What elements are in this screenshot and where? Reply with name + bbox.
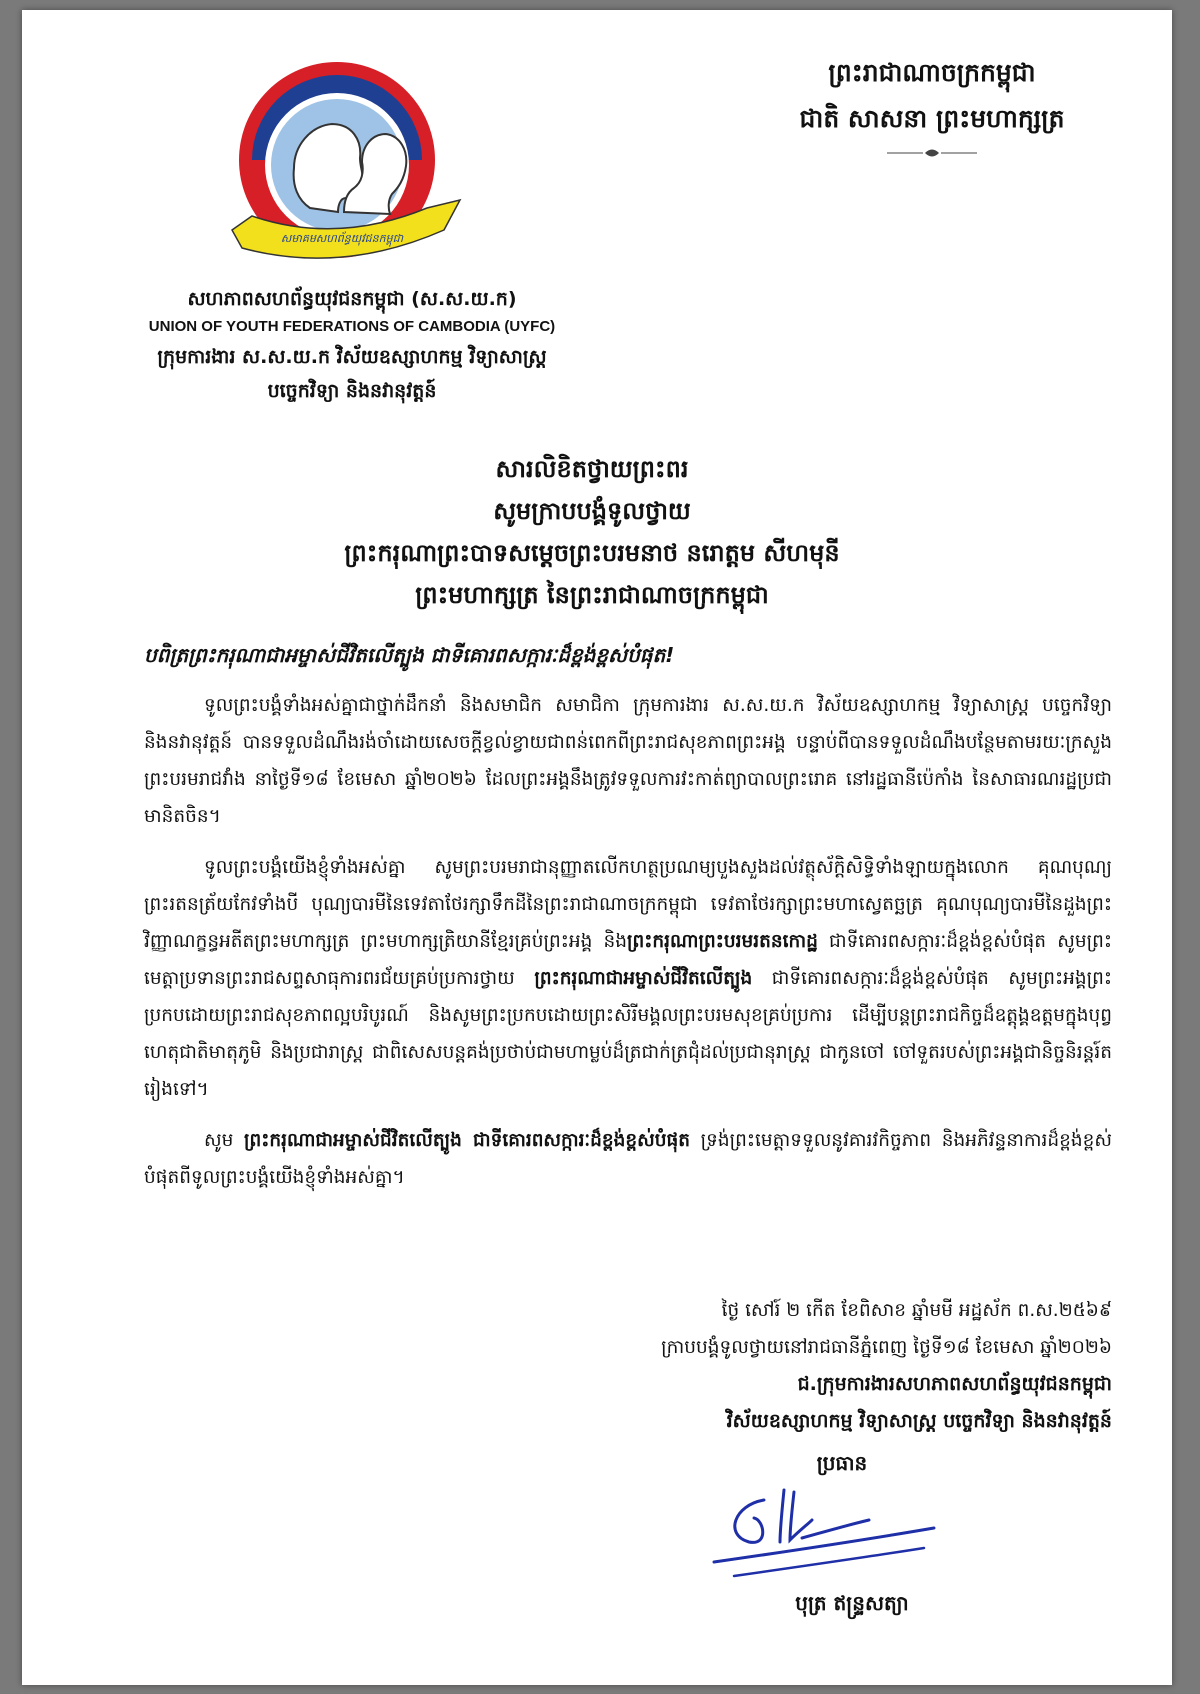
org-unit-line-1: ក្រុមការងារ ស.ស.យ.ក វិស័យឧស្សាហកម្ម វិទ្យាសាស្ត្រ (157, 346, 547, 368)
uyfc-logo-graphic (212, 60, 472, 275)
org-unit-line-2: បច្ចេកវិទ្យា និងនវានុវត្តន៍ (267, 380, 437, 402)
uyfc-logo (212, 60, 472, 275)
closing-block (452, 1292, 1112, 1440)
body-p3-text-c: ទ្រង់ព្រះមេត្តាទទួលនូវគារវកិច្ចភាព និងអភិវន្ទនាការដ៏ខ្ពង់ខ្ពស់បំផុតពីទូលព្រះបង្គំយើងខ្ញុំទាំងអស់គ្នា។ (144, 1130, 1112, 1188)
organization-header (92, 280, 612, 408)
on-behalf-line-2: វិស័យឧស្សាហកម្ម វិទ្យាសាស្ត្រ បច្ចេកវិទ្យា និងនវានុវត្តន៍ (726, 1410, 1112, 1432)
letter-body (144, 687, 1112, 1210)
body-p2-text-a: ទូលព្រះបង្គំយើងខ្ញុំទាំងអស់គ្នា សូមព្រះបរមរាជានុញ្ញាតលើកហត្ថប្រណម្យបួងសួងដល់វត្ថុស័ក្តិសិទ្ធិទាំងឡាយក្នុងលោក គុណបុណ្យព្រះរតនត្រ័យកែវទាំងបី បុណ្យបារមីនៃទេវតាថែរក្សាទឹកដីនៃព្រះរាជាណាចក្រកម្ពុជា ទេវតាថែរក្សាព្រះមហាស្វេតច្ឆត្រ គុណបុណ្យបារមីនៃដួងព្រះវិញ្ញាណក្ខន្ធអតីតព្រះមហាក្សត្រ ព្រះមហាក្សត្រិយានីខ្មែរគ្រប់ព្រះអង្គ និង (144, 857, 1112, 952)
handwritten-signature (694, 1480, 954, 1600)
body-p2-text-c: ជាទីគោរពសក្ការៈដ៏ខ្ពង់ខ្ពស់បំផុត សូមព្រះមេត្តាប្រទានព្រះរាជសព្ទសាធុការពរជ័យគ្រប់ប្រការថ្វាយ (144, 931, 1112, 989)
body-paragraph-2 (144, 849, 1112, 1108)
lunar-date: ថ្ងៃ សៅរ៍ ២ កើត ខែពិសាខ ឆ្នាំមមី អដ្ឋស័ក ព.ស.២៥៦៩ (721, 1300, 1112, 1321)
title-line-1: សារលិខិតថ្វាយព្រះពរ (495, 454, 689, 483)
org-name-khmer: សហភាពសហព័ន្ធយុវជនកម្ពុជា (ស.ស.យ.ក) (187, 288, 517, 310)
title-line-2: សូមក្រាបបង្គំទូលថ្វាយ (493, 496, 691, 525)
body-paragraph-3 (144, 1122, 1112, 1196)
letter-title (142, 448, 1042, 616)
ornament-divider-icon (887, 146, 977, 160)
on-behalf-line-1: ជ.ក្រុមការងារសហភាពសហព័ន្ធយុវជនកម្ពុជា (797, 1373, 1112, 1395)
kingdom-motto: ជាតិ សាសនា ព្រះមហាក្សត្រ (799, 104, 1065, 133)
body-p3-text-a: សូម (204, 1130, 244, 1151)
title-line-4: ព្រះមហាក្សត្រ នៃព្រះរាជាណាចក្រកម្ពុជា (415, 580, 769, 609)
signer-position: ប្រធាន (816, 1451, 868, 1475)
body-p2-bold-b: ព្រះករុណាព្រះបរមរតនកោដ្ឋ (627, 931, 818, 952)
title-line-3: ព្រះករុណាព្រះបាទសម្ដេចព្រះបរមនាថ នរោត្តម សីហមុនី (344, 538, 840, 567)
org-name-english: UNION OF YOUTH FEDERATIONS OF CAMBODIA (UYFC) (148, 318, 556, 335)
body-paragraph-1: ទូលព្រះបង្គំទាំងអស់គ្នាជាថ្នាក់ដឹកនាំ និងសមាជិក សមាជិកា ក្រុមការងារ ស.ស.យ.ក វិស័យឧស្សាហកម្ម វិទ្យាសាស្ត្រ បច្ចេកវិទ្យា និងនវានុវត្តន៍ បានទទួលដំណឹងរង់ចាំដោយសេចក្ដីខ្វល់ខ្វាយជាពន់ពេកពីព្រះរាជសុខភាពព្រះអង្គ បន្ទាប់ពីបានទទួលដំណឹងបន្ថែមតាមរយៈក្រសួងព្រះបរមរាជវាំង នាថ្ងៃទី១៨ ខែមេសា ឆ្នាំ២០២៦ ដែលព្រះអង្គនឹងត្រូវទទួលការវះកាត់ព្យាបាលព្រះរោគ នៅរដ្ឋធានីប៉េកាំង នៃសាធារណរដ្ឋប្រជាមានិតចិន។ (144, 695, 1112, 827)
letter-page (22, 10, 1172, 1685)
body-p3-bold-b: ព្រះករុណាជាអម្ចាស់ជីវិតលើត្បូង ជាទីគោរពសក្ការៈដ៏ខ្ពង់ខ្ពស់បំផុត (243, 1130, 691, 1151)
signer-name: បុត្រ ឥន្ទ្រសត្យា (795, 1591, 909, 1615)
kingdom-heading (742, 50, 1122, 164)
salutation: បពិត្រព្រះករុណាជាអម្ចាស់ជីវិតលើត្បូង ជាទីគោរពសក្ការៈដ៏ខ្ពង់ខ្ពស់បំផុត! (144, 643, 675, 667)
place-and-date: ក្រាបបង្គំទូលថ្វាយនៅរាជធានីភ្នំពេញ ថ្ងៃទី១៨ ខែមេសា ឆ្នាំ២០២៦ (661, 1337, 1112, 1358)
body-p2-text-e: ជាទីគោរពសក្ការៈដ៏ខ្ពង់ខ្ពស់បំផុត សូមព្រះអង្គព្រះប្រកបដោយព្រះរាជសុខភាពល្អបរិបូរណ៍ និងសូមព្រះប្រកបដោយព្រះសិរីមង្គលព្រះបរមសុខគ្រប់ប្រការ ដើម្បីបន្តព្រះរាជកិច្ចដ៏ឧត្តុង្គឧត្តមក្នុងបុព្វហេតុជាតិមាតុភូមិ និងប្រជារាស្ត្រ ជាពិសេសបន្តគង់ប្រថាប់ជាមហាម្លប់ដ៏ត្រជាក់ត្រជុំដល់ប្រជានុរាស្ត្រ ជាកូនចៅ ចៅទួតរបស់ព្រះអង្គជានិច្ចនិរន្តរ៍តរៀងទៅ។ (144, 968, 1112, 1100)
body-p2-bold-d: ព្រះករុណាជាអម្ចាស់ជីវិតលើត្បូង (534, 968, 753, 989)
logo-banner-text: សមាគមសហព័ន្ធយុវជនកម្ពុជា (280, 232, 404, 245)
kingdom-name: ព្រះរាជាណាចក្រកម្ពុជា (828, 58, 1036, 87)
